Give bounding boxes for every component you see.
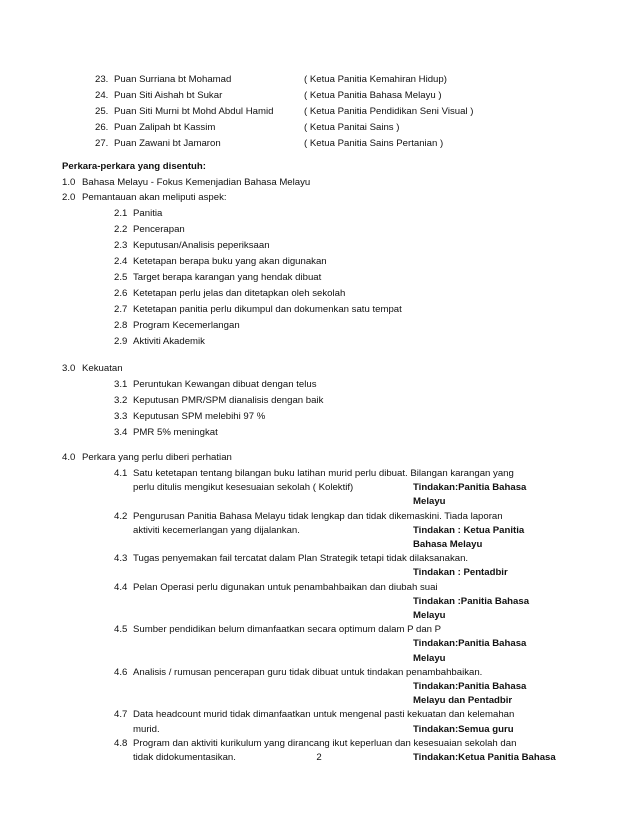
action-note: Tindakan : Ketua Panitia: [413, 525, 525, 536]
member-name: Puan Surriana bt Mohamad: [114, 74, 232, 85]
action-note: Tindakan:Panitia Bahasa: [413, 681, 527, 692]
action-note: Tindakan:Panitia Bahasa: [413, 482, 527, 493]
item-number: 2.2: [114, 224, 128, 235]
item-text: Target berapa karangan yang hendak dibuat: [133, 272, 322, 283]
action-note-continued: Bahasa Melayu: [413, 539, 483, 550]
section-number: 1.0: [62, 177, 76, 188]
action-note: Tindakan :Panitia Bahasa: [413, 596, 530, 607]
item-number: 2.9: [114, 336, 128, 347]
action-note: Tindakan:Panitia Bahasa: [413, 638, 527, 649]
member-number: 23.: [95, 74, 109, 85]
section-heading: Perkara-perkara yang disentuh:: [62, 161, 206, 172]
member-role: ( Ketua Panitai Sains ): [304, 122, 400, 133]
item-text: Pengurusan Panitia Bahasa Melayu tidak lengkap dan tidak dikemaskini. Tiada laporan: [133, 511, 503, 522]
action-note: Tindakan:Ketua Panitia Bahasa: [413, 752, 556, 763]
item-text: Analisis / rumusan pencerapan guru tidak dibuat untuk tindakan penambahbaikan.: [133, 667, 483, 678]
item-text-continued: murid.: [133, 724, 160, 735]
action-note-continued: Melayu: [413, 496, 446, 507]
item-text-continued: aktiviti kecemerlangan yang dijalankan.: [133, 525, 300, 536]
item-number: 3.4: [114, 427, 128, 438]
member-name: Puan Zalipah bt Kassim: [114, 122, 216, 133]
item-text: Keputusan SPM melebihi 97 %: [133, 411, 266, 422]
item-number: 2.8: [114, 320, 128, 331]
item-text: Program dan aktiviti kurikulum yang dirancang ikut keperluan dan kesesuaian sekolah dan: [133, 738, 517, 749]
member-number: 24.: [95, 90, 109, 101]
item-number: 2.1: [114, 208, 128, 219]
item-number: 4.7: [114, 709, 128, 720]
item-text-continued: perlu ditulis mengikut kesesuaian sekolah ( Kolektif): [133, 482, 354, 493]
member-role: ( Ketua Panitia Bahasa Melayu ): [304, 90, 442, 101]
item-number: 2.6: [114, 288, 128, 299]
member-role: ( Ketua Panitia Pendidikan Seni Visual ): [304, 106, 474, 117]
item-number: 3.3: [114, 411, 128, 422]
item-text: Satu ketetapan tentang bilangan buku latihan murid perlu dibuat. Bilangan karangan yang: [133, 468, 514, 479]
action-note-continued: Melayu: [413, 610, 446, 621]
section-number: 2.0: [62, 192, 76, 203]
item-number: 2.7: [114, 304, 128, 315]
item-text: Peruntukan Kewangan dibuat dengan telus: [133, 379, 317, 390]
item-number: 4.2: [114, 511, 128, 522]
item-text: Keputusan PMR/SPM dianalisis dengan baik: [133, 395, 324, 406]
item-text: Keputusan/Analisis peperiksaan: [133, 240, 270, 251]
section-title: Kekuatan: [82, 363, 123, 374]
item-number: 4.6: [114, 667, 128, 678]
item-number: 3.1: [114, 379, 128, 390]
action-note-continued: Melayu dan Pentadbir: [413, 695, 513, 706]
action-note-continued: Melayu: [413, 653, 446, 664]
item-text: Ketetapan panitia perlu dikumpul dan dokumenkan satu tempat: [133, 304, 402, 315]
item-text: Tugas penyemakan fail tercatat dalam Plan Strategik tetapi tidak dilaksanakan.: [133, 553, 469, 564]
member-number: 27.: [95, 138, 109, 149]
item-text-continued: tidak didokumentasikan.: [133, 752, 236, 763]
item-text: Pelan Operasi perlu digunakan untuk penambahbaikan dan diubah suai: [133, 582, 438, 593]
member-name: Puan Siti Murni bt Mohd Abdul Hamid: [114, 106, 274, 117]
action-note: Tindakan:Semua guru: [413, 724, 514, 735]
item-number: 2.5: [114, 272, 128, 283]
item-number: 4.8: [114, 738, 128, 749]
item-number: 3.2: [114, 395, 128, 406]
item-text: Data headcount murid tidak dimanfaatkan untuk mengenal pasti kekuatan dan kelemahan: [133, 709, 515, 720]
item-text: PMR 5% meningkat: [133, 427, 218, 438]
page-number: 2: [316, 752, 322, 763]
item-text: Panitia: [133, 208, 163, 219]
action-note: Tindakan : Pentadbir: [413, 567, 508, 578]
section-title: Perkara yang perlu diberi perhatian: [82, 452, 232, 463]
item-number: 4.4: [114, 582, 128, 593]
item-text: Ketetapan berapa buku yang akan digunakan: [133, 256, 327, 267]
section-title: Pemantauan akan meliputi aspek:: [82, 192, 227, 203]
item-text: Aktiviti Akademik: [133, 336, 205, 347]
item-number: 2.3: [114, 240, 128, 251]
item-text: Sumber pendidikan belum dimanfaatkan secara optimum dalam P dan P: [133, 624, 442, 635]
item-text: Ketetapan perlu jelas dan ditetapkan oleh sekolah: [133, 288, 346, 299]
member-number: 25.: [95, 106, 109, 117]
item-number: 2.4: [114, 256, 128, 267]
member-name: Puan Siti Aishah bt Sukar: [114, 90, 223, 101]
item-number: 4.3: [114, 553, 128, 564]
item-number: 4.1: [114, 468, 128, 479]
member-number: 26.: [95, 122, 109, 133]
item-text: Program Kecemerlangan: [133, 320, 240, 331]
member-role: ( Ketua Panitia Kemahiran Hidup): [304, 74, 447, 85]
item-number: 4.5: [114, 624, 128, 635]
member-name: Puan Zawani bt Jamaron: [114, 138, 221, 149]
item-text: Pencerapan: [133, 224, 185, 235]
member-role: ( Ketua Panitia Sains Pertanian ): [304, 138, 444, 149]
section-title: Bahasa Melayu - Fokus Kemenjadian Bahasa Melayu: [82, 177, 311, 188]
section-number: 3.0: [62, 363, 76, 374]
section-number: 4.0: [62, 452, 76, 463]
